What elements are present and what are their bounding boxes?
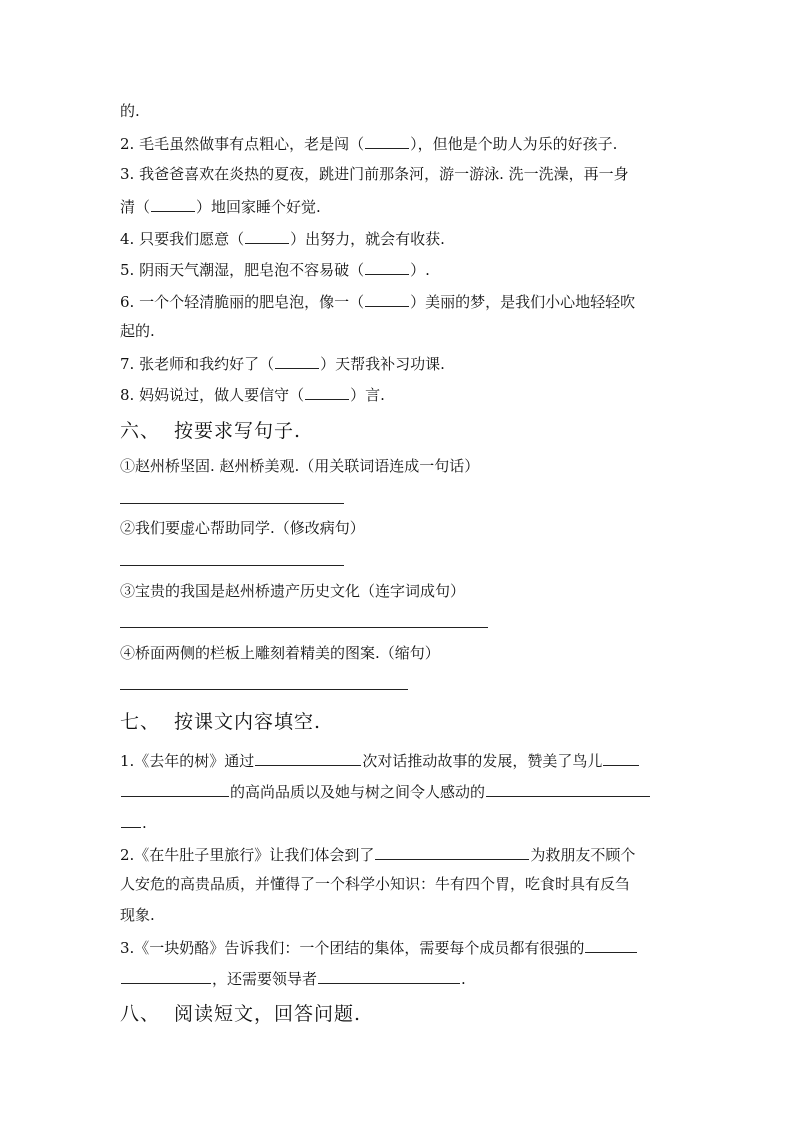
blank-p1-count[interactable] bbox=[255, 748, 361, 766]
blank-p3-a[interactable] bbox=[585, 935, 637, 953]
blank-q7[interactable] bbox=[275, 351, 319, 369]
q6-line-1: 6. 一个个轻清脆丽的肥皂泡，像一（ ）美丽的梦，是我们小心地轻轻吹 bbox=[120, 289, 635, 313]
sec7-p3-line-2: ，还需要领导者 . bbox=[120, 966, 466, 990]
sec7-p1-line-1: 1.《去年的树》通过 次对话推动故事的发展，赞美了鸟儿 bbox=[120, 748, 640, 772]
blank-q4[interactable] bbox=[245, 226, 289, 244]
blank-q3[interactable] bbox=[151, 194, 195, 212]
sec6-item-2: ②我们要虚心帮助同学.（修改病句） bbox=[120, 519, 365, 537]
q3-line-2: 清（ ）地回家睡个好觉. bbox=[120, 194, 321, 218]
q2: 2. 毛毛虽然做事有点粗心，老是闯（ ），但他是个助人为乐的好孩子. bbox=[120, 131, 617, 155]
answer-line-3[interactable] bbox=[120, 627, 488, 628]
q7: 7. 张老师和我约好了（ ）天帮我补习功课. bbox=[120, 351, 445, 375]
q5: 5. 阴雨天气潮湿，肥皂泡不容易破（ ）. bbox=[120, 257, 430, 281]
sec6-item-4: ④桥面两侧的栏板上雕刻着精美的图案.（缩句） bbox=[120, 644, 440, 662]
blank-p1-bird-b[interactable] bbox=[121, 779, 229, 797]
q6-line-2: 起的. bbox=[120, 322, 155, 340]
answer-line-4[interactable] bbox=[120, 689, 408, 690]
blank-q5[interactable] bbox=[365, 257, 409, 275]
sec6-item-1: ①赵州桥坚固. 赵州桥美观.（用关联词语连成一句话） bbox=[120, 457, 480, 475]
blank-p1-feeling-a[interactable] bbox=[486, 779, 650, 797]
blank-p1-bird-a[interactable] bbox=[603, 748, 639, 766]
sec7-p2-line-2: 人安危的高贵品质，并懂得了一个科学小知识：牛有四个胃，吃食时具有反刍 bbox=[120, 875, 631, 893]
section-6-heading: 六、 按要求写句子. bbox=[120, 420, 302, 442]
q8: 8. 妈妈说过，做人要信守（ ）言. bbox=[120, 382, 385, 406]
sec5-line-0: 的. bbox=[120, 102, 140, 120]
sec7-p1-line-2: 的高尚品质以及她与树之间令人感动的 bbox=[120, 779, 651, 803]
sec6-item-3: ③宝贵的我国是赵州桥遗产历史文化（连字词成句） bbox=[120, 582, 466, 600]
q4: 4. 只要我们愿意（ ）出努力，就会有收获. bbox=[120, 226, 445, 250]
blank-p3-leader[interactable] bbox=[318, 966, 460, 984]
blank-q8[interactable] bbox=[305, 382, 349, 400]
blank-q2[interactable] bbox=[365, 131, 409, 149]
q3-line-1: 3. 我爸爸喜欢在炎热的夏夜，跳进门前那条河，游一游泳. 洗一洗澡，再一身 bbox=[120, 165, 629, 183]
blank-q6[interactable] bbox=[365, 289, 409, 307]
sec7-p1-line-3: . bbox=[120, 810, 147, 834]
blank-p2[interactable] bbox=[375, 842, 529, 860]
answer-line-1[interactable] bbox=[120, 503, 344, 504]
sec7-p2-line-1: 2.《在牛肚子里旅行》让我们体会到了 为救朋友不顾个 bbox=[120, 842, 635, 866]
section-7-heading: 七、 按课文内容填空. bbox=[120, 711, 322, 733]
section-8-heading: 八、 阅读短文，回答问题. bbox=[120, 1003, 362, 1025]
blank-p1-feeling-b[interactable] bbox=[121, 810, 141, 828]
answer-line-2[interactable] bbox=[120, 565, 344, 566]
blank-p3-b[interactable] bbox=[121, 966, 211, 984]
sec7-p3-line-1: 3.《一块奶酪》告诉我们：一个团结的集体，需要每个成员都有很强的 bbox=[120, 935, 638, 959]
sec7-p2-line-3: 现象. bbox=[120, 906, 155, 924]
